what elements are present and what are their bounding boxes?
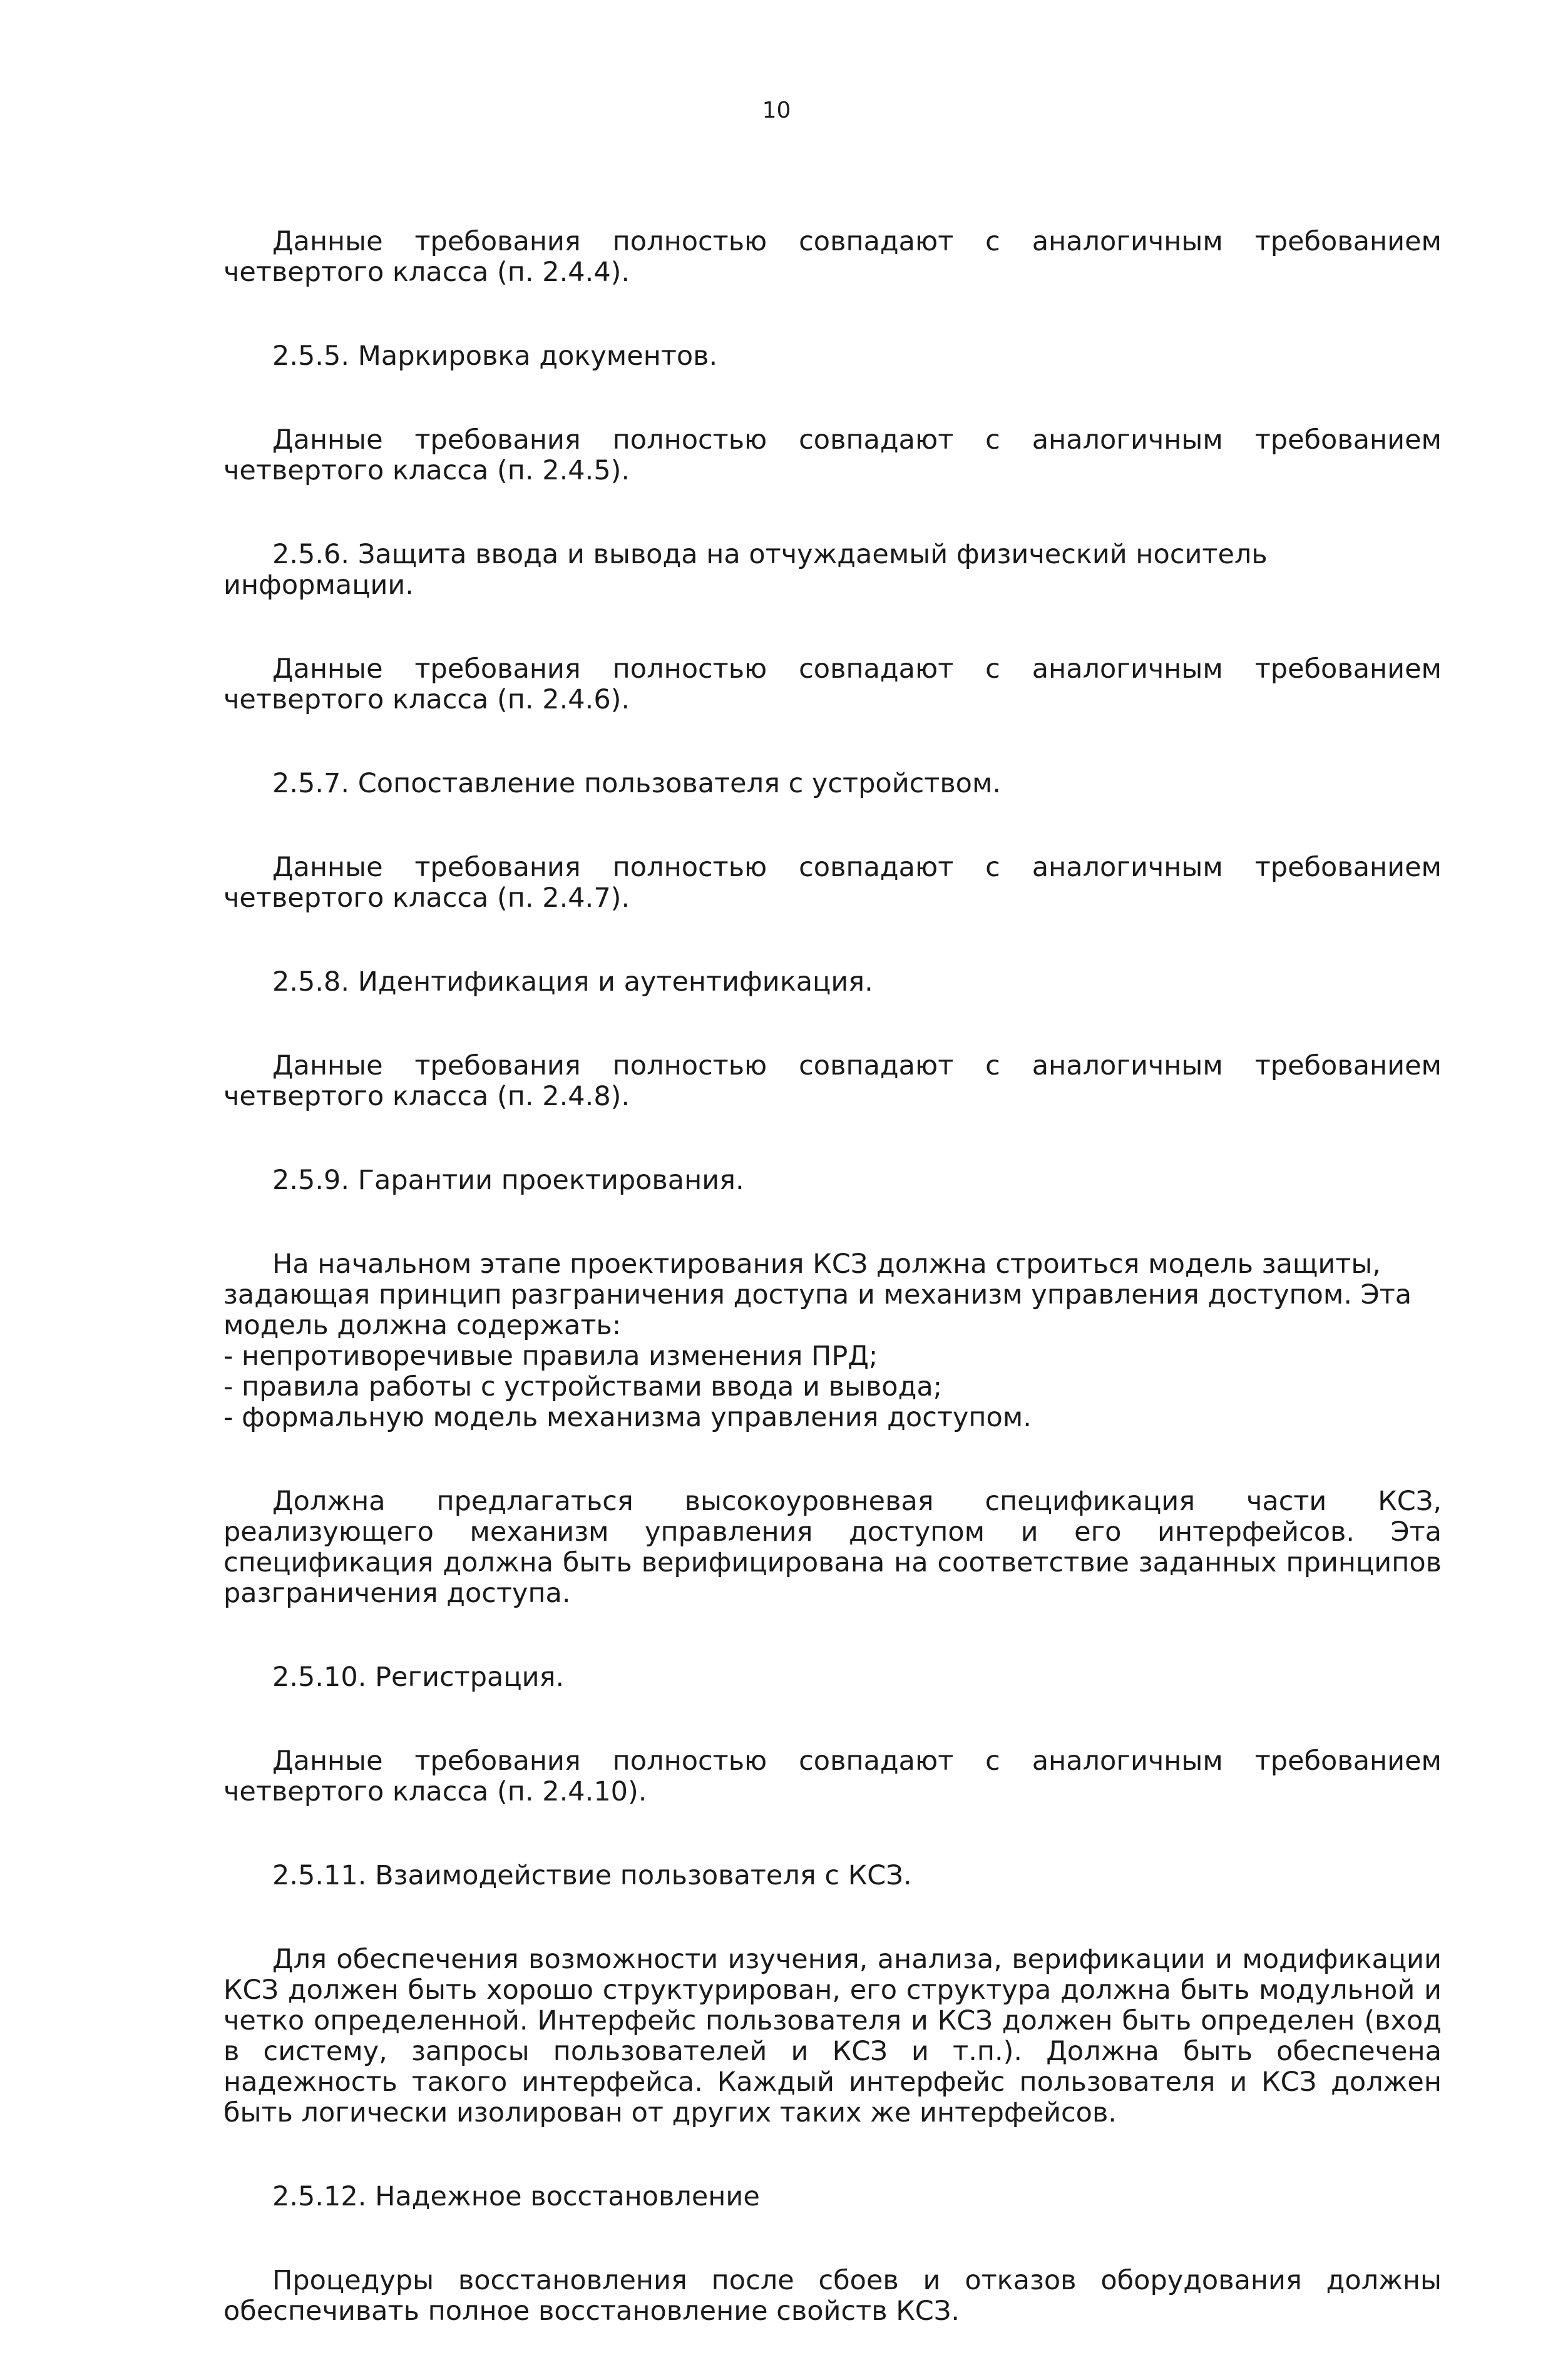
- document-body: [223, 227, 1442, 2380]
- page-number: 10: [762, 98, 791, 123]
- paragraph: Данные требования полностью совпадают с аналогичным требованием четвертого класса (п. 2.4.6).: [223, 653, 1442, 715]
- section-heading: 2.5.6. Защита ввода и вывода на отчуждаемый физический носитель информации.: [223, 539, 1268, 601]
- list-item: - правила работы с устройствами ввода и вывода;: [223, 1371, 943, 1402]
- section-heading: 2.5.7. Сопоставление пользователя с устройством.: [272, 768, 1002, 799]
- paragraph: Данные требования полностью совпадают с аналогичным требованием четвертого класса (п. 2.4.8).: [223, 1050, 1442, 1112]
- list-item: - непротиворечивые правила изменения ПРД;: [223, 1341, 878, 1372]
- list-intro: На начальном этапе проектирования КСЗ должна строиться модель защиты, задающая принцип разграничения доступа и механизм управления доступом. Эта модель должна содержать:: [223, 1249, 1412, 1341]
- paragraph: Данные требования полностью совпадают с аналогичным требованием четвертого класса (п. 2.4.10).: [223, 1745, 1442, 1807]
- paragraph: Для обеспечения возможности изучения, анализа, верификации и модификации КСЗ должен быть хорошо структурирован, его структура должна быть модульной и четко определенной. Интерфейс пользователя и КСЗ должен быть определен (вход в систему, запросы пользователей и КСЗ и т.п.). Должна быть обеспечена надежность такого интерфейса. Каждый интерфейс пользователя и КСЗ должен быть логически изолирован от других таких же интерфейсов.: [223, 1944, 1442, 2128]
- paragraph: Должна предлагаться высокоуровневая спецификация части КСЗ, реализующего механизм управления доступом и его интерфейсов. Эта спецификация должна быть верифицирована на соответствие заданных принципов разграничения доступа.: [223, 1486, 1442, 1609]
- paragraph: Данные требования полностью совпадают с аналогичным требованием четвертого класса (п. 2.4.4).: [223, 226, 1442, 288]
- section-heading: 2.5.9. Гарантии проектирования.: [272, 1165, 744, 1196]
- paragraph: Процедуры восстановления после сбоев и отказов оборудования должны обеспечивать полное восстановление свойств КСЗ.: [223, 2265, 1442, 2327]
- section-heading: 2.5.12. Надежное восстановление: [272, 2181, 760, 2212]
- section-heading: 2.5.11. Взаимодействие пользователя с КСЗ.: [272, 1860, 912, 1891]
- paragraph: Данные требования полностью совпадают с аналогичным требованием четвертого класса (п. 2.4.7).: [223, 852, 1442, 914]
- requirements-list: [223, 1249, 1442, 1433]
- paragraph: Данные требования полностью совпадают с аналогичным требованием четвертого класса (п. 2.4.5).: [223, 424, 1442, 486]
- section-heading: 2.5.10. Регистрация.: [272, 1662, 565, 1693]
- section-heading: 2.5.8. Идентификация и аутентификация.: [272, 966, 873, 998]
- section-heading: 2.5.5. Маркировка документов.: [272, 340, 718, 372]
- list-item: - формальную модель механизма управления доступом.: [223, 1402, 1032, 1433]
